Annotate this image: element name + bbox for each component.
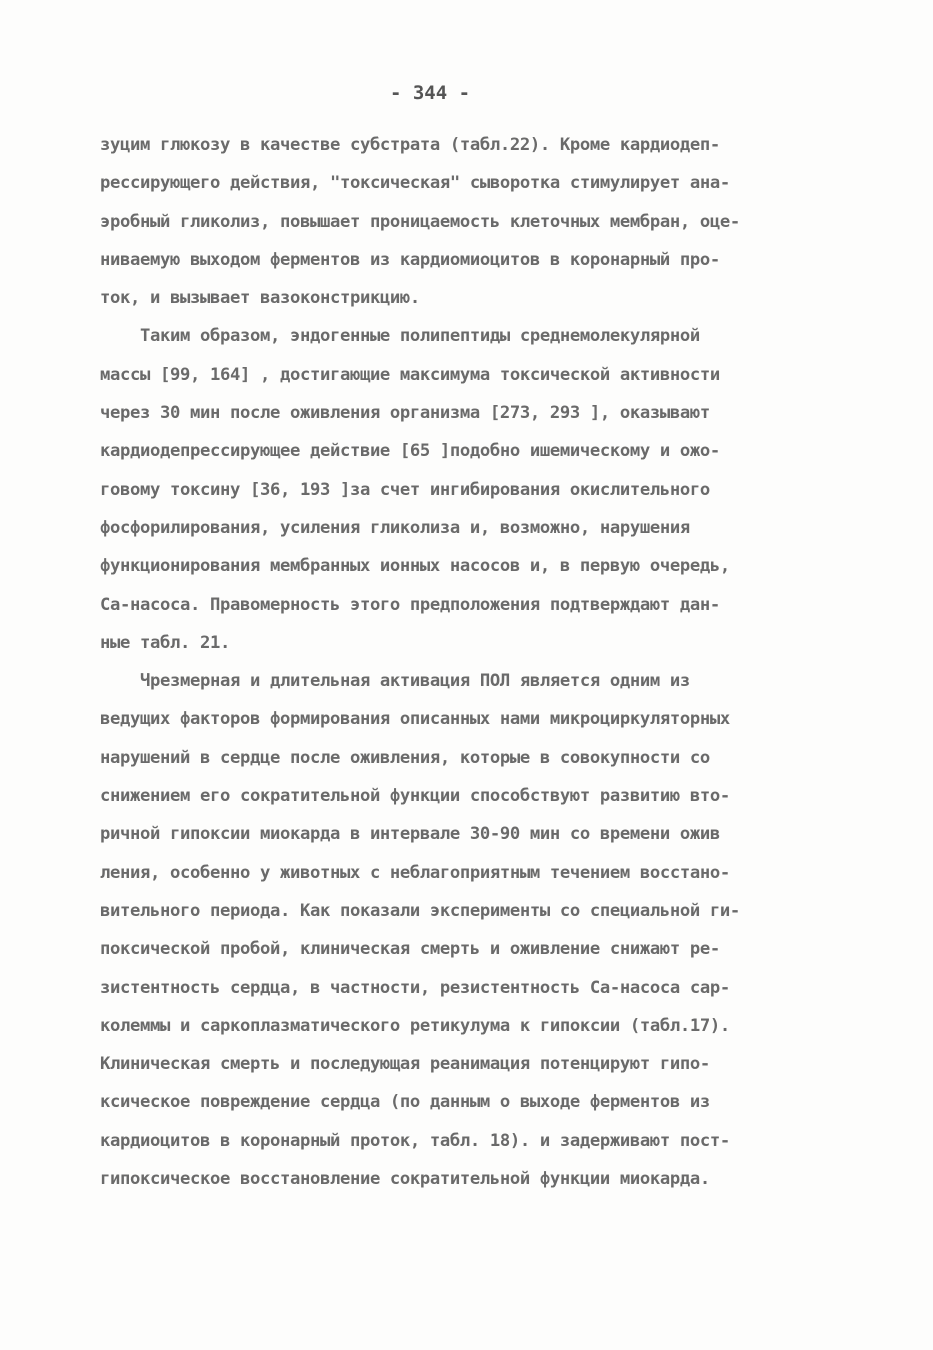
- text-line: колеммы и саркоплазматического ретикулума к гипоксии (табл.17).: [100, 1015, 730, 1036]
- text-line: Таким образом, эндогенные полипептиды среднемолекулярной: [100, 326, 700, 347]
- text-line: гипоксическое восстановление сократительной функции миокарда.: [100, 1169, 710, 1190]
- text-line: вительного периода. Как показали эксперименты со специальной ги-: [100, 900, 740, 921]
- page-number: - 344 -: [389, 82, 471, 104]
- text-line: ксическое повреждение сердца (по данным о выходе ферментов из: [100, 1092, 710, 1113]
- text-line: снижением его сократительной функции способствуют развитию вто-: [100, 786, 730, 807]
- text-line: нарушений в сердце после оживления, которые в совокупности со: [100, 747, 710, 768]
- text-line: зистентность сердца, в частности, резистентность Са-насоса сар-: [100, 977, 730, 998]
- body-text: [100, 126, 860, 1198]
- text-line: поксической пробой, клиническая смерть и оживление снижают ре-: [100, 939, 720, 960]
- text-line: кардиодепрессирующее действие [65 ]подобно ишемическому и ожо-: [100, 441, 720, 462]
- text-line: Чрезмерная и длительная активация ПОЛ является одним из: [100, 671, 690, 692]
- text-line: ведущих факторов формирования описанных нами микроциркуляторных: [100, 709, 730, 730]
- text-line: кардиоцитов в коронарный проток, табл. 18). и задерживают пост-: [100, 1130, 730, 1151]
- text-line: говому токсину [36, 193 ]за счет ингибирования окислительного: [100, 479, 710, 500]
- text-line: зуцим глюкозу в качестве субстрата (табл.22). Кроме кардиодеп-: [100, 135, 720, 155]
- text-line: рессирующего действия, "токсическая" сыворотка стимулирует ана-: [100, 173, 730, 194]
- text-line: ричной гипоксии миокарда в интервале 30-90 мин со времени ожив: [100, 824, 720, 845]
- text-line: через 30 мин после оживления организма [273, 293 ], оказывают: [100, 403, 710, 424]
- text-line: функционирования мембранных ионных насосов и, в первую очередь,: [100, 556, 730, 577]
- text-line: ток, и вызывает вазоконстрикцию.: [100, 288, 420, 309]
- text-line: эробный гликолиз, повышает проницаемость клеточных мембран, оце-: [100, 211, 740, 232]
- text-line: ниваемую выходом ферментов из кардиомиоцитов в коронарный про-: [100, 249, 720, 270]
- text-line: Са-насоса. Правомерность этого предположения подтверждают дан-: [100, 594, 720, 615]
- text-line: Клиническая смерть и последующая реанимация потенцируют гипо-: [100, 1054, 710, 1075]
- text-line: ные табл. 21.: [100, 632, 230, 653]
- text-line: массы [99, 164] , достигающие максимума токсической активности: [100, 364, 720, 385]
- text-line: ления, особенно у животных с неблагоприятным течением восстано-: [100, 862, 730, 883]
- text-line: фосфорилирования, усиления гликолиза и, возможно, нарушения: [100, 517, 690, 538]
